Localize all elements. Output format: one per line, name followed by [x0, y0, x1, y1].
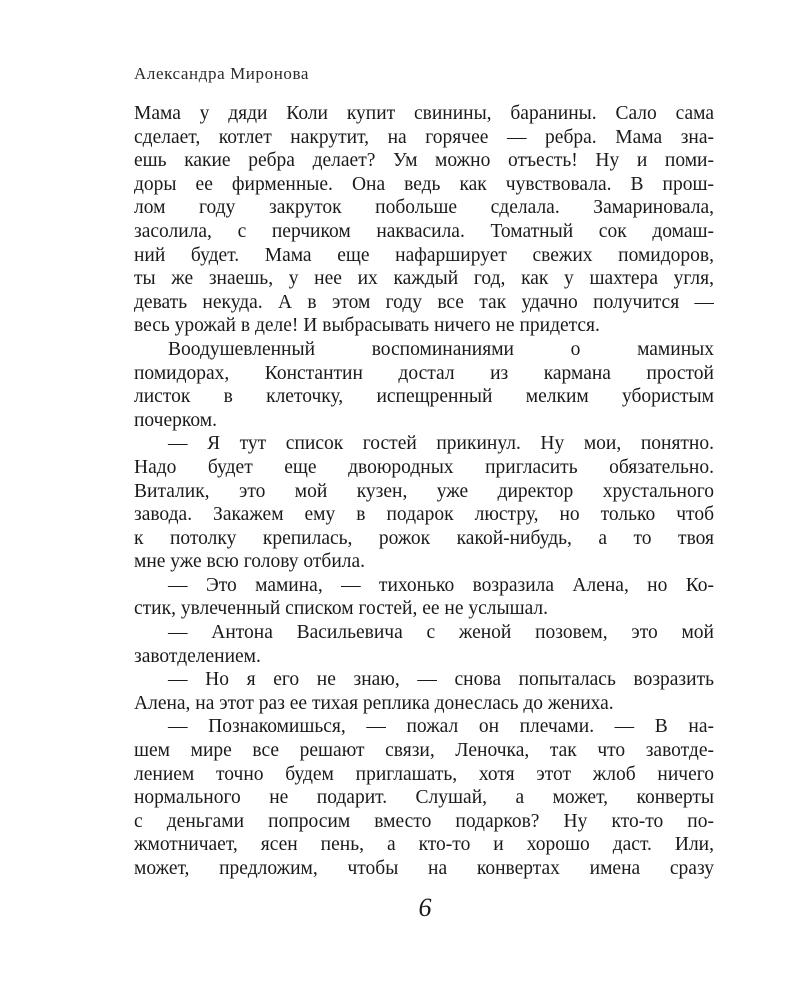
- text-line: сделает, котлет накрутит, на горячее — ребра. Мама зна-: [134, 126, 714, 148]
- text-line: мне уже всю голову отбила.: [134, 551, 366, 573]
- text-line: — Познакомишься, — пожал он плечами. — В на-: [168, 716, 714, 738]
- text-line: доры ее фирменные. Она ведь как чувствовала. В прош-: [134, 173, 714, 195]
- text-line: засолила, с перчиком наквасила. Томатный сок домаш-: [134, 220, 714, 242]
- text-line: весь урожай в деле! И выбрасывать ничего не придется.: [134, 315, 600, 337]
- text-line: с деньгами попросим вместо подарков? Ну кто-то по-: [134, 810, 714, 832]
- text-line: может, предложим, чтобы на конвертах имена сразу: [134, 858, 714, 879]
- page-number: 6: [418, 893, 432, 922]
- text-line: — Антона Васильевича с женой позовем, это мой: [168, 622, 714, 644]
- text-line: — Это мамина, — тихонько возразила Алена, но Ко-: [168, 574, 714, 596]
- running-head-author: Александра Миронова: [134, 64, 310, 83]
- text-line: ты же знаешь, у нее их каждый год, как у шахтера угля,: [134, 268, 714, 290]
- text-line: шем мире все решают связи, Леночка, так что завотде-: [134, 740, 714, 762]
- text-line: помидорах, Константин достал из кармана простой: [134, 362, 714, 384]
- text-line: завода. Закажем ему в подарок люстру, но только чтоб: [134, 504, 714, 526]
- text-line: — Я тут список гостей прикинул. Ну мои, понятно.: [168, 433, 714, 455]
- text-line: ешь какие ребра делает? Ум можно отъесть! Ну и поми-: [134, 150, 714, 172]
- text-line: почерком.: [134, 409, 217, 431]
- text-line: лом году закруток побольше сделала. Замариновала,: [134, 197, 714, 219]
- text-line: девать некуда. А в этом году все так удачно получится —: [134, 291, 714, 313]
- text-line: Виталик, это мой кузен, уже директор хрустального: [134, 480, 714, 502]
- text-line: Воодушевленный воспоминаниями о маминых: [168, 338, 714, 360]
- body-text: [134, 102, 714, 881]
- text-line: стик, увлеченный списком гостей, ее не услышал.: [134, 598, 549, 620]
- text-line: завотделением.: [134, 645, 261, 667]
- text-line: листок в клеточку, испещренный мелким убористым: [134, 386, 714, 408]
- text-line: Мама у дяди Коли купит свинины, баранины. Сало сама: [134, 103, 714, 124]
- text-line: жмотничает, ясен пень, а кто-то и хорошо даст. Или,: [134, 834, 714, 856]
- text-line: лением точно будем приглашать, хотя этот жлоб ничего: [134, 763, 714, 785]
- text-line: нормального не подарит. Слушай, а может, конверты: [134, 787, 714, 809]
- text-line: Алена, на этот раз ее тихая реплика донеслась до жениха.: [134, 692, 614, 714]
- text-line: ний будет. Мама еще нафарширует свежих помидоров,: [134, 244, 714, 266]
- text-line: — Но я его не знаю, — снова попыталась возразить: [168, 669, 714, 691]
- text-line: к потолку крепилась, рожок какой-нибудь, а то твоя: [134, 527, 714, 549]
- text-line: Надо будет еще двоюродных пригласить обязательно.: [134, 456, 714, 478]
